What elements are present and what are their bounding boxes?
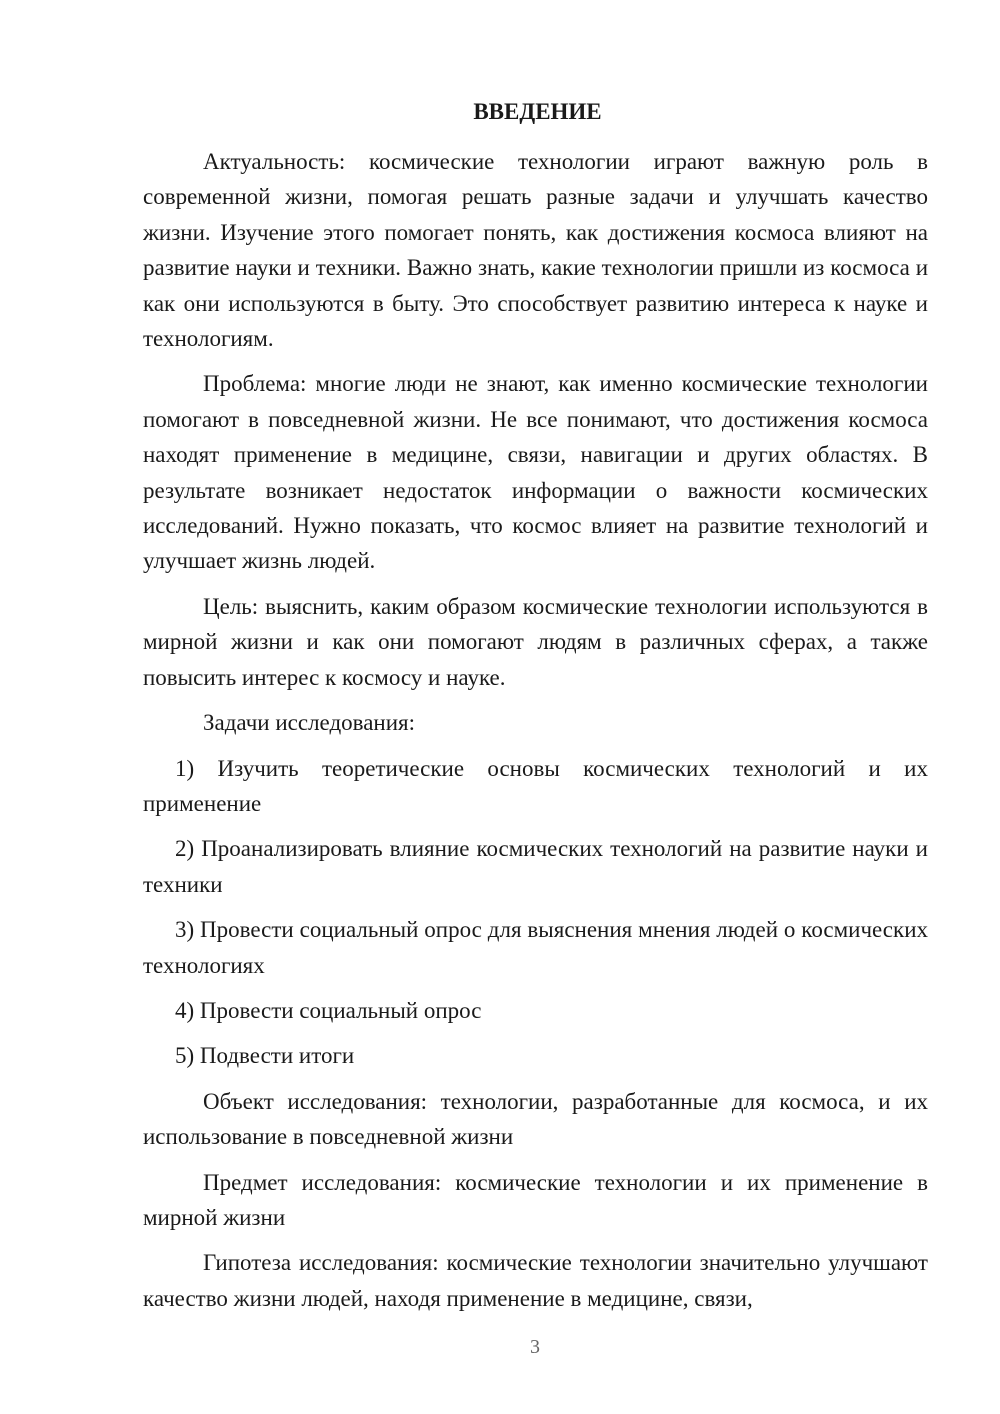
- task-item-4: 4) Провести социальный опрос: [175, 997, 482, 1023]
- task-item-3: 3) Провести социальный опрос для выяснения мнения людей о космических технологиях: [143, 917, 928, 978]
- page-title: ВВЕДЕНИЕ: [473, 99, 602, 124]
- research-object-paragraph: Объект исследования: технологии, разработанные для космоса, и их использование в повседневной жизни: [143, 1088, 928, 1150]
- tasks-heading: Задачи исследования:: [203, 710, 416, 736]
- relevance-paragraph: Актуальность: космические технологии играют важную роль в современной жизни, помогая решать разные задачи и улучшать качество жизни. Изучение этого помогает понять, как достижения космоса влияют на развитие науки и техники. Важно знать, какие технологии пришли из космоса и как они используются в быту. Это способствует развитию интереса к науке и технологиям.: [143, 149, 928, 352]
- page-number: 3: [530, 1336, 540, 1358]
- problem-paragraph: Проблема: многие люди не знают, как именно космические технологии помогают в повседневной жизни. Не все понимают, что достижения космоса находят применение в медицине, связи, навигации и других областях. В результате возникает недостаток информации о важности космических исследований. Нужно показать, что космос влияет на развитие технологий и улучшает жизнь людей.: [143, 371, 928, 574]
- goal-paragraph: Цель: выяснить, каким образом космические технологии используются в мирной жизни и как они помогают людям в различных сферах, а также повысить интерес к космосу и науке.: [143, 593, 928, 690]
- research-subject-paragraph: Предмет исследования: космические технологии и их применение в мирной жизни: [143, 1169, 928, 1230]
- document-body: [143, 94, 928, 1326]
- task-item-2: 2) Проанализировать влияние космических технологий на развитие науки и техники: [143, 836, 928, 897]
- task-item-5: 5) Подвести итоги: [175, 1043, 355, 1069]
- task-item-1: 1) Изучить теоретические основы космических технологий и их применение: [143, 755, 928, 816]
- hypothesis-paragraph: Гипотеза исследования: космические технологии значительно улучшают качество жизни людей, находя применение в медицине, связи,: [143, 1250, 928, 1311]
